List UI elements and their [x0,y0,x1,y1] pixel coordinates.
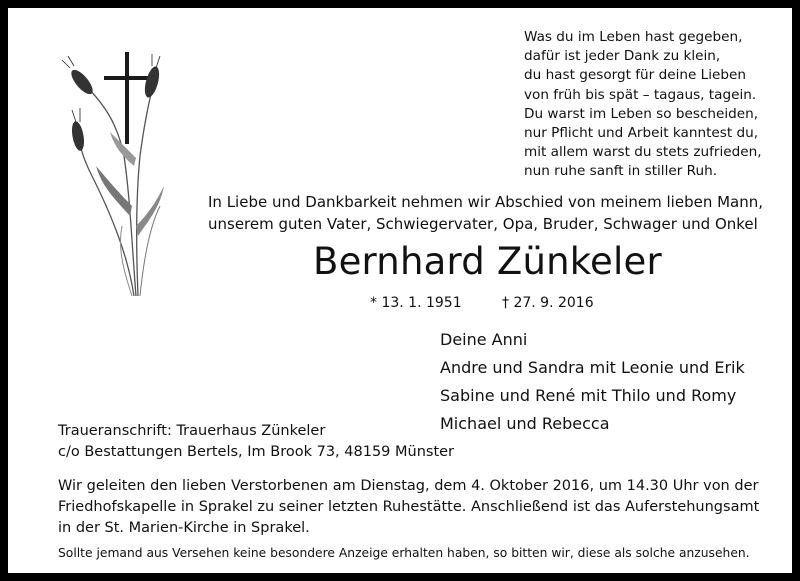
mourning-address [58,421,454,463]
birth-date: * 13. 1. 1951 [370,295,462,311]
family-member: Deine Anni [440,330,528,349]
intro-line: In Liebe und Dankbarkeit nehmen wir Abschied von meinem lieben Mann, [208,193,764,211]
family-member: Sabine und René mit Thilo und Romy [440,386,737,405]
family-member: Andre und Sandra mit Leonie und Erik [440,358,745,377]
closing-note: Sollte jemand aus Versehen keine besondere Anzeige erhalten haben, so bitten wir, diese als solche anzusehen. [58,546,750,560]
family-list [440,326,745,438]
poem-line: von früh bis spät – tagaus, tagein. [524,86,757,103]
address-line: c/o Bestattungen Bertels, Im Brook 73, 48159 Münster [58,444,455,460]
deceased-name: Bernhard Zünkeler [313,240,662,283]
poem [524,28,762,182]
poem-line: Du warst im Leben so bescheiden, [524,105,759,122]
poem-line: nur Pflicht und Arbeit kanntest du, [524,125,759,142]
address-line: Traueranschrift: Trauerhaus Zünkeler [58,423,326,439]
service-line: in der St. Marien-Kirche in Sprakel. [58,520,310,536]
family-member: Michael und Rebecca [440,414,610,433]
service-line: Friedhofskapelle in Sprakel zu seiner letzten Ruhestätte. Anschließend ist das Auferstehungsamt [58,499,760,515]
cross-with-wheat-icon [52,46,170,304]
poem-line: nun ruhe sanft in stiller Ruh. [524,163,718,180]
death-date: † 27. 9. 2016 [502,295,594,311]
intro-text [208,191,763,235]
service-line: Wir geleiten den lieben Verstorbenen am Dienstag, dem 4. Oktober 2016, um 14.30 Uhr von der [58,478,759,494]
intro-line: unserem guten Vater, Schwiegervater, Opa, Bruder, Schwager und Onkel [208,215,758,233]
poem-line: mit allem warst du stets zufrieden, [524,144,762,161]
poem-line: dafür ist jeder Dank zu klein, [524,48,721,65]
service-details [58,476,759,539]
poem-line: Was du im Leben hast gegeben, [524,29,743,45]
poem-line: du hast gesorgt für deine Lieben [524,67,746,84]
